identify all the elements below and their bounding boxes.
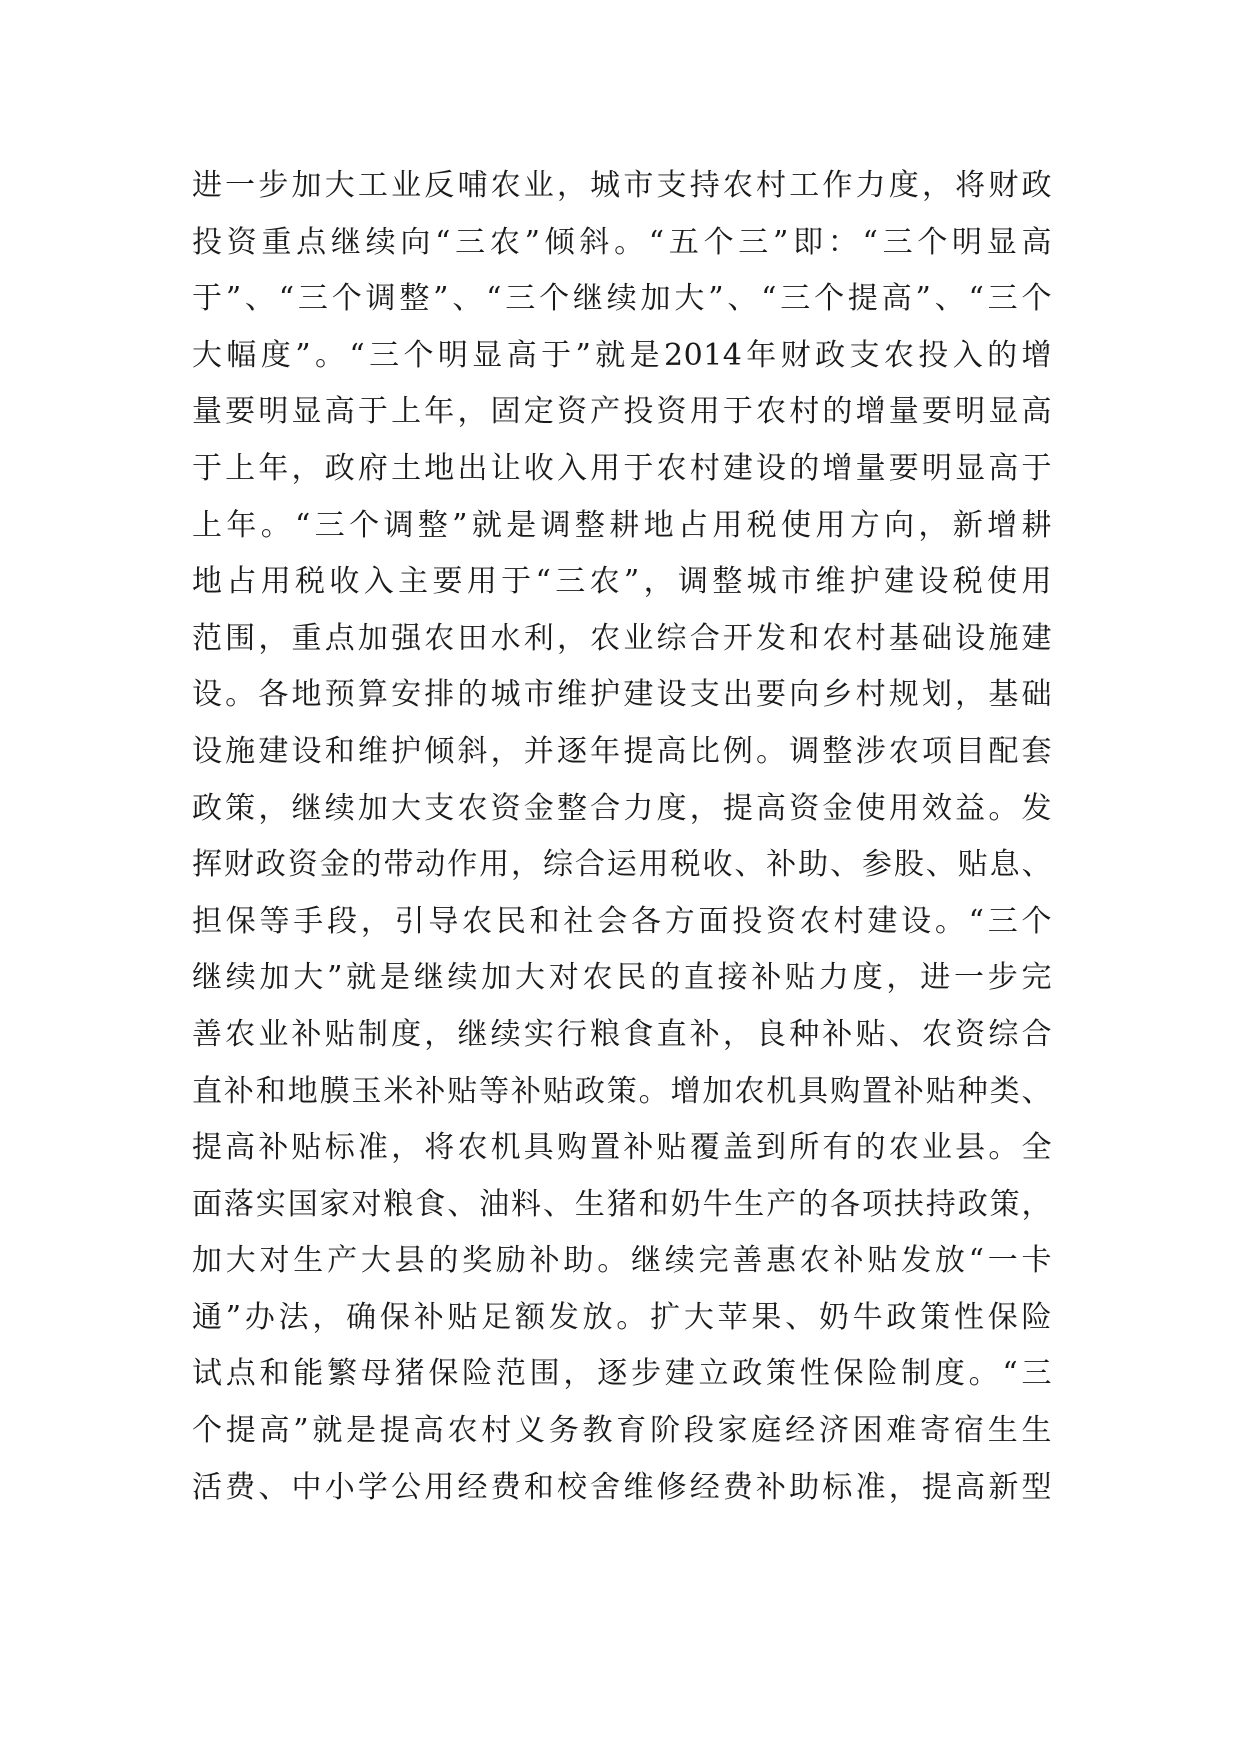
text-line: 挥财政资金的带动作用，综合运用税收、补助、参股、贴息、 bbox=[192, 847, 1052, 883]
text-line: 于上年，政府土地出让收入用于农村建设的增量要明显高于 bbox=[192, 450, 1052, 486]
text-line: 活费、中小学公用经费和校舍维修经费补助标准，提高新型 bbox=[192, 1469, 1052, 1505]
text-line: 加大对生产大县的奖励补助。继续完善惠农补贴发放“一卡 bbox=[192, 1243, 1052, 1279]
text-line: 直补和地膜玉米补贴等补贴政策。增加农机具购置补贴种类、 bbox=[192, 1073, 1052, 1109]
text-line: 政策，继续加大支农资金整合力度，提高资金使用效益。发 bbox=[192, 790, 1052, 826]
text-line: 个提高”就是提高农村义务教育阶段家庭经济困难寄宿生生 bbox=[192, 1413, 1052, 1449]
text-line: 设。各地预算安排的城市维护建设支出要向乡村规划，基础 bbox=[192, 677, 1052, 713]
text-line: 量要明显高于上年，固定资产投资用于农村的增量要明显高 bbox=[192, 394, 1052, 430]
text-line: 担保等手段，引导农民和社会各方面投资农村建设。“三个 bbox=[192, 903, 1052, 939]
text-line: 继续加大”就是继续加大对农民的直接补贴力度，进一步完 bbox=[192, 960, 1052, 996]
text-line: 大幅度”。“三个明显高于”就是2014年财政支农投入的增 bbox=[192, 337, 1052, 373]
text-line: 范围，重点加强农田水利，农业综合开发和农村基础设施建 bbox=[192, 620, 1052, 656]
text-line: 提高补贴标准，将农机具购置补贴覆盖到所有的农业县。全 bbox=[192, 1130, 1052, 1166]
text-line: 设施建设和维护倾斜，并逐年提高比例。调整涉农项目配套 bbox=[192, 733, 1052, 769]
text-line: 面落实国家对粮食、油料、生猪和奶牛生产的各项扶持政策， bbox=[192, 1186, 1052, 1222]
text-line: 上年。“三个调整”就是调整耕地占用税使用方向，新增耕 bbox=[192, 507, 1052, 543]
text-line: 投资重点继续向“三农”倾斜。“五个三”即：“三个明显高 bbox=[192, 224, 1052, 260]
text-line: 善农业补贴制度，继续实行粮食直补，良种补贴、农资综合 bbox=[192, 1016, 1052, 1052]
text-line: 于”、“三个调整”、“三个继续加大”、“三个提高”、“三个 bbox=[192, 281, 1052, 317]
text-line: 试点和能繁母猪保险范围，逐步建立政策性保险制度。“三 bbox=[192, 1356, 1052, 1392]
body-paragraph bbox=[192, 158, 1052, 1516]
text-line: 通”办法，确保补贴足额发放。扩大苹果、奶牛政策性保险 bbox=[192, 1299, 1052, 1335]
text-line: 进一步加大工业反哺农业，城市支持农村工作力度，将财政 bbox=[192, 168, 1052, 203]
text-line: 地占用税收入主要用于“三农”，调整城市维护建设税使用 bbox=[192, 564, 1052, 600]
